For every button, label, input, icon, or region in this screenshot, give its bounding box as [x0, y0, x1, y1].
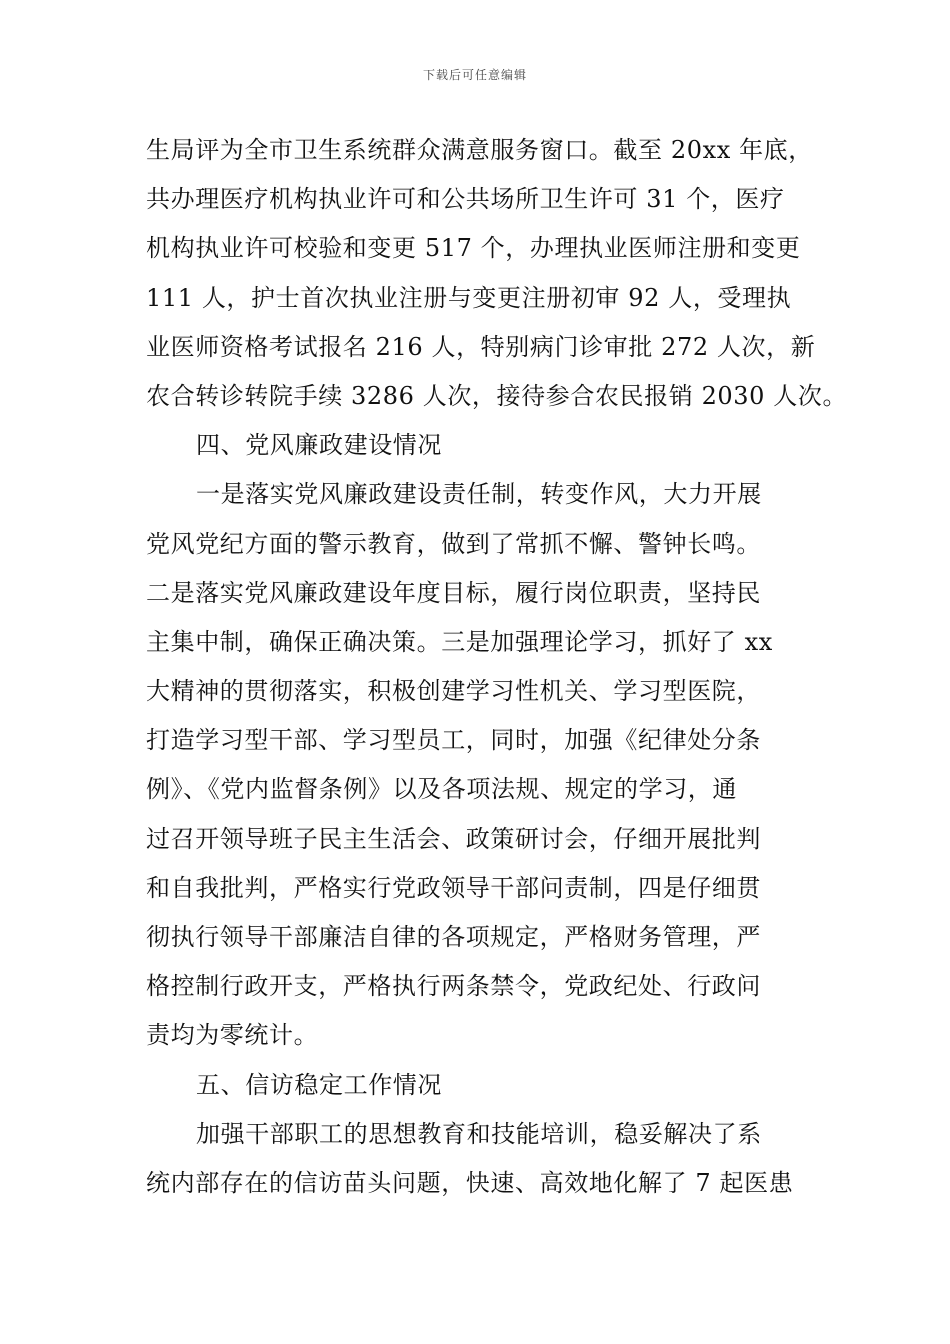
text-line: 党风党纪方面的警示教育，做到了常抓不懈、警钟长鸣。 [146, 529, 761, 558]
text-line: 共办理医疗机构执业许可和公共场所卫生许可 31 个，医疗 [146, 185, 785, 214]
text-line: 111 人，护士首次执业注册与变更注册初审 92 人，受理执 [146, 283, 792, 312]
text-line: 生局评为全市卫生系统群众满意服务窗口。截至 20xx 年底， [146, 136, 813, 164]
body-text [146, 126, 848, 1208]
text-line: 和自我批判，严格实行党政领导干部问责制，四是仔细贯 [146, 873, 761, 902]
text-line: 格控制行政开支，严格执行两条禁令，党政纪处、行政问 [146, 972, 761, 1001]
text-line: 统内部存在的信访苗头问题，快速、高效地化解了 7 起医患 [146, 1168, 794, 1197]
text-line: 彻执行领导干部廉洁自律的各项规定，严格财务管理，严 [146, 923, 761, 951]
text-line: 二是落实党风廉政建设年度目标，履行岗位职责，坚持民 [146, 578, 761, 607]
paragraph-first-line: 一是落实党风廉政建设责任制，转变作风，大力开展 [196, 480, 762, 509]
text-line: 例》、《党内监督条例》以及各项法规、规定的学习，通 [146, 775, 737, 804]
text-line: 责均为零统计。 [146, 1021, 319, 1050]
paragraph-first-line: 加强干部职工的思想教育和技能培训，稳妥解决了系 [196, 1119, 762, 1148]
text-line: 机构执业许可校验和变更 517 个，办理执业医师注册和变更 [146, 234, 801, 263]
text-line: 打造学习型干部、学习型员工，同时，加强《纪律处分条 [146, 726, 761, 755]
text-line: 主集中制，确保正确决策。三是加强理论学习，抓好了 xx [146, 627, 773, 656]
text-line: 业医师资格考试报名 216 人，特别病门诊审批 272 人次，新 [146, 332, 816, 361]
section-heading: 四、党风廉政建设情况 [196, 431, 442, 460]
text-line: 农合转诊转院手续 3286 人次，接待参合农民报销 2030 人次。 [146, 381, 848, 410]
text-line: 过召开领导班子民主生活会、政策研讨会，仔细开展批判 [146, 824, 761, 853]
section-heading: 五、信访稳定工作情况 [196, 1070, 442, 1099]
text-line: 大精神的贯彻落实，积极创建学习性机关、学习型医院， [146, 677, 761, 706]
header-note: 下载后可任意编辑 [422, 68, 527, 82]
